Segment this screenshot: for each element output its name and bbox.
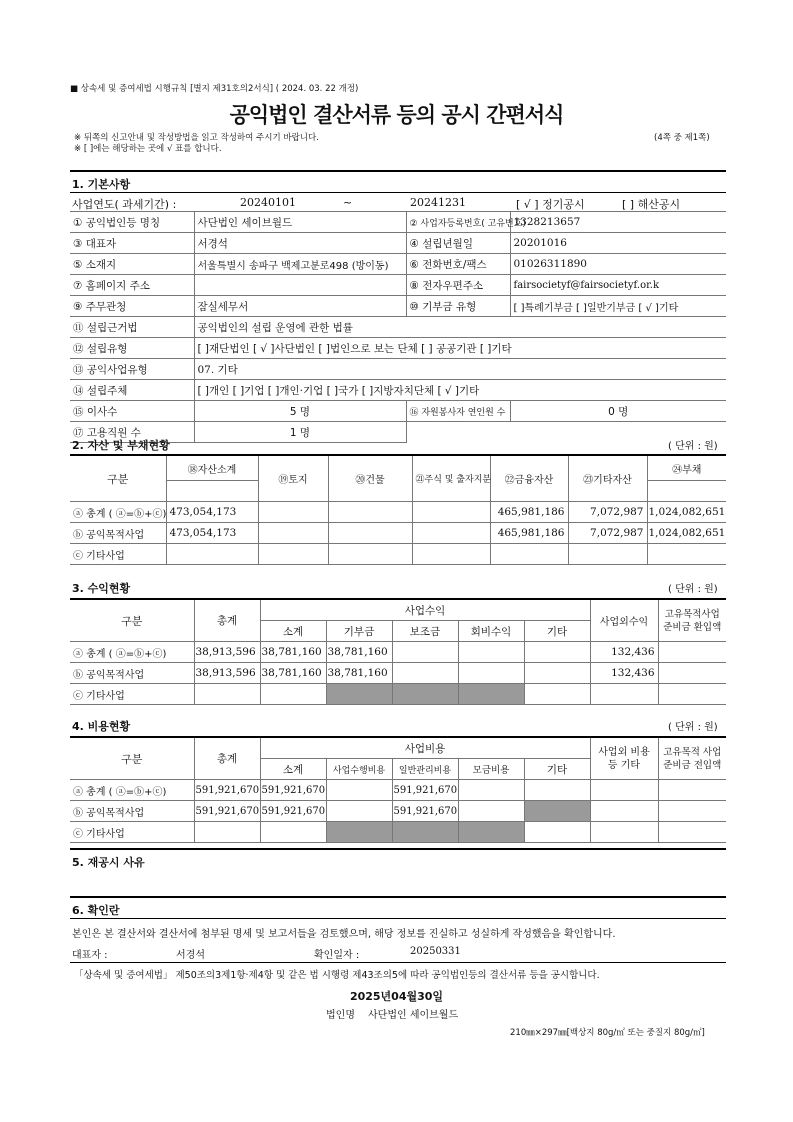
cell-admin: 591,921,670 <box>392 780 458 801</box>
corp-name-label: 법인명 <box>326 1010 355 1021</box>
cell-reserve <box>658 663 726 684</box>
phone-label: ⑥ 전화번호/팩스 <box>406 254 510 275</box>
assets-col-land: ⑲토지 <box>258 455 328 502</box>
cell-other <box>524 780 590 801</box>
instruction-note-1: ※ 뒤쪽의 신고안내 및 작성방법을 읽고 작성하여 주시기 바랍니다. <box>74 133 319 143</box>
cell-reserve <box>658 642 726 663</box>
cell-other <box>568 544 647 565</box>
row-label: ⓐ 총계 ( ⓐ=ⓑ+ⓒ) <box>70 642 194 663</box>
cell-other: 7,072,987 <box>568 502 647 523</box>
row-label: ⓐ 총계 ( ⓐ=ⓑ+ⓒ) <box>70 502 166 523</box>
email-value: fairsocietyf@fairsocietyf.or.k <box>510 275 726 296</box>
fiscal-year-separator: ~ <box>343 196 353 209</box>
donation-type-value[interactable]: [ ]특례기부금 [ ]일반기부금 [ √ ]기타 <box>510 296 726 317</box>
bizno-value: 1328213657 <box>510 212 726 233</box>
office-value: 잠실세무서 <box>194 296 406 317</box>
cell-donation <box>326 684 392 705</box>
cell-reserve <box>658 684 726 705</box>
cell-fee <box>458 684 524 705</box>
section2-unit: ( 단위 : 원) <box>668 441 718 452</box>
expense-col-group: 사업비용 <box>260 737 590 759</box>
cell-finance: 465,981,186 <box>490 502 568 523</box>
cell-total: 591,921,670 <box>194 780 260 801</box>
revenue-col-donation: 기부금 <box>326 621 392 642</box>
section-divider <box>70 170 726 172</box>
bizno-label: ② 사업자등록번호( 고유번호) <box>406 212 510 233</box>
employees-label: ⑰ 고용직원 수 <box>70 422 194 443</box>
cell-other <box>524 663 590 684</box>
cell-donation: 38,781,160 <box>326 663 392 684</box>
expense-table <box>70 736 726 843</box>
cell-stock <box>412 502 490 523</box>
row-label: ⓒ 기타사업 <box>70 684 194 705</box>
table-row <box>70 801 726 822</box>
expense-col-admin: 일반관리비용 <box>392 759 458 780</box>
homepage-value <box>194 275 406 296</box>
cell-nonbiz <box>590 801 658 822</box>
confirm-rep-value: 서경석 <box>176 950 205 961</box>
cell-admin <box>392 822 458 843</box>
table-row <box>70 684 726 705</box>
name-label: ① 공익법인등 명칭 <box>70 212 194 233</box>
addr-value: 서울특별시 송파구 백제고분로498 (방이동) <box>194 254 406 275</box>
page-title: 공익법인 결산서류 등의 공시 간편서식 <box>229 103 564 127</box>
cell-perform <box>326 780 392 801</box>
assets-col-stock: ㉑주식 및 출자지분 <box>412 455 490 502</box>
cell-other <box>524 822 590 843</box>
law-statement: 「상속세 및 증여세법」 제50조의3제1항·제4항 및 같은 법 시행령 제43조의5에 따라 공익법인등의 결산서류 등을 공시합니다. <box>74 970 600 981</box>
fiscal-year-end: 20241231 <box>410 196 466 209</box>
form-reference: ■ 상속세 및 증여세법 시행규칙 [별지 제31호의2서식] ( 2024. 03. 22 개정) <box>70 84 359 94</box>
expense-col-reserve: 고유목적 사업준비금 전입액 <box>658 737 726 780</box>
rep-value: 서경석 <box>194 233 406 254</box>
revenue-col-fee: 회비수익 <box>458 621 524 642</box>
cell-land <box>258 502 328 523</box>
corp-name-value: 사단법인 세이브월드 <box>368 1010 459 1021</box>
confirm-date-label: 확인일자 : <box>314 950 360 961</box>
cell-total: 38,913,596 <box>194 663 260 684</box>
cell-sub: 591,921,670 <box>260 801 326 822</box>
cell-sub: 38,781,160 <box>260 663 326 684</box>
row-label: ⓒ 기타사업 <box>70 544 166 565</box>
cell-sub: 38,781,160 <box>260 642 326 663</box>
assets-col-debt: ㉔부채 <box>647 455 726 481</box>
page-info: (4쪽 중 제1쪽) <box>654 133 710 143</box>
est-label: ④ 설립년월일 <box>406 233 510 254</box>
section6-heading: 6. 확인란 <box>72 904 120 917</box>
biz-type-label: ⑬ 공익사업유형 <box>70 359 194 380</box>
cell-sub: 591,921,670 <box>260 780 326 801</box>
volunteers-label: ⑯ 자원봉사자 연인원 수 <box>406 401 510 422</box>
cell-other: 7,072,987 <box>568 523 647 544</box>
cell-total: 473,054,173 <box>166 502 258 523</box>
directors-label: ⑮ 이사수 <box>70 401 194 422</box>
confirmation-statement: 본인은 본 결산서와 결산서에 첨부된 명세 및 보고서들을 검토했으며, 해당 정보를 진실하고 성실하게 작성했음을 확인합니다. <box>72 929 616 940</box>
directors-value: 5 명 <box>194 401 406 422</box>
volunteers-value: 0 명 <box>510 401 726 422</box>
cell-stock <box>412 523 490 544</box>
cell-debt: 1,024,082,651 <box>647 502 726 523</box>
cell-stock <box>412 544 490 565</box>
assets-col-building: ⑳건물 <box>328 455 412 502</box>
expense-col-other: 기타 <box>524 759 590 780</box>
section3-unit: ( 단위 : 원) <box>668 584 718 595</box>
cell-nonbiz <box>590 822 658 843</box>
cell-debt <box>647 544 726 565</box>
assets-col-other: ㉓기타자산 <box>568 455 647 502</box>
publication-date: 2025년04월30일 <box>349 990 444 1003</box>
table-row <box>70 523 726 544</box>
cell-total <box>194 822 260 843</box>
addr-label: ⑤ 소재지 <box>70 254 194 275</box>
cell-perform <box>326 822 392 843</box>
section-divider <box>70 192 726 193</box>
row-label: ⓑ 공익목적사업 <box>70 663 194 684</box>
revenue-col-other: 기타 <box>524 621 590 642</box>
section4-unit: ( 단위 : 원) <box>668 722 718 733</box>
table-row <box>70 780 726 801</box>
expense-col-total: 총계 <box>194 737 260 780</box>
revenue-table <box>70 598 726 705</box>
revenue-col-group: 사업수익 <box>260 599 590 621</box>
fiscal-year-start: 20240101 <box>240 196 296 209</box>
dissolution-disclosure-checkbox[interactable]: [ ] 해산공시 <box>622 198 681 211</box>
donation-type-label: ⑩ 기부금 유형 <box>406 296 510 317</box>
cell-sub <box>260 684 326 705</box>
subject-label: ⑭ 설립주체 <box>70 380 194 401</box>
cell-nonbiz <box>590 780 658 801</box>
cell-finance: 465,981,186 <box>490 523 568 544</box>
table-row <box>70 544 726 565</box>
expense-col-perform: 사업수행비용 <box>326 759 392 780</box>
revenue-col-label: 구분 <box>70 599 194 642</box>
section-divider <box>70 962 726 963</box>
revenue-col-sub: 소계 <box>260 621 326 642</box>
cell-reserve <box>658 801 726 822</box>
confirm-rep-label: 대표자 : <box>72 950 108 961</box>
cell-fund <box>458 822 524 843</box>
section3-heading: 3. 수익현황 <box>72 582 131 595</box>
biz-type-value: 07. 기타 <box>194 359 726 380</box>
revenue-col-subsidy: 보조금 <box>392 621 458 642</box>
rep-label: ③ 대표자 <box>70 233 194 254</box>
employees-value: 1 명 <box>194 422 406 443</box>
cell-fund <box>458 780 524 801</box>
row-label: ⓒ 기타사업 <box>70 822 194 843</box>
expense-col-nonbiz: 사업외 비용 등 기타 <box>590 737 658 780</box>
row-label: ⓐ 총계 ( ⓐ=ⓑ+ⓒ) <box>70 780 194 801</box>
revenue-col-total: 총계 <box>194 599 260 642</box>
est-value: 20201016 <box>510 233 726 254</box>
cell-subsidy <box>392 663 458 684</box>
expense-col-sub: 소계 <box>260 759 326 780</box>
cell-sub <box>260 822 326 843</box>
cell-total: 591,921,670 <box>194 801 260 822</box>
cell-building <box>328 544 412 565</box>
expense-col-fund: 모금비용 <box>458 759 524 780</box>
cell-other <box>524 642 590 663</box>
subject-value[interactable]: [ ]개인 [ ]기업 [ ]개인·기업 [ ]국가 [ ]지방자치단체 [ √ ]기타 <box>194 380 726 401</box>
row-label: ⓑ 공익목적사업 <box>70 523 166 544</box>
cell-subsidy <box>392 642 458 663</box>
section1-heading: 1. 기본사항 <box>72 178 131 191</box>
basic-info-table <box>70 211 726 443</box>
confirm-date-value: 20250331 <box>410 946 461 957</box>
section-divider <box>70 896 726 898</box>
cell-building <box>328 523 412 544</box>
cell-subsidy <box>392 684 458 705</box>
name-value: 사단법인 세이브월드 <box>194 212 406 233</box>
section5-heading: 5. 재공시 사유 <box>72 856 145 869</box>
cell-building <box>328 502 412 523</box>
section-divider <box>70 848 726 850</box>
assets-col-total: ⑱자산소계 <box>166 455 258 481</box>
cell-nonbiz: 132,436 <box>590 663 658 684</box>
table-row <box>70 642 726 663</box>
cell-total <box>166 544 258 565</box>
phone-value: 01026311890 <box>510 254 726 275</box>
cell-debt: 1,024,082,651 <box>647 523 726 544</box>
cell-other <box>524 801 590 822</box>
cell-perform <box>326 801 392 822</box>
cell-total <box>194 684 260 705</box>
cell-other <box>524 684 590 705</box>
cell-nonbiz <box>590 684 658 705</box>
regular-disclosure-checkbox[interactable]: [ √ ] 정기공시 <box>516 198 585 211</box>
expense-col-label: 구분 <box>70 737 194 780</box>
email-label: ⑧ 전자우편주소 <box>406 275 510 296</box>
homepage-label: ⑦ 홈페이지 주소 <box>70 275 194 296</box>
revenue-col-nonbiz: 사업외수익 <box>590 599 658 642</box>
law-label: ⑪ 설립근거법 <box>70 317 194 338</box>
office-label: ⑨ 주무관청 <box>70 296 194 317</box>
cell-land <box>258 544 328 565</box>
assets-col-finance: ㉒금융자산 <box>490 455 568 502</box>
cell-land <box>258 523 328 544</box>
est-type-label: ⑫ 설립유형 <box>70 338 194 359</box>
cell-nonbiz: 132,436 <box>590 642 658 663</box>
row-label: ⓑ 공익목적사업 <box>70 801 194 822</box>
assets-col-label: 구분 <box>70 455 166 502</box>
cell-reserve <box>658 822 726 843</box>
section4-heading: 4. 비용현황 <box>72 720 131 733</box>
cell-fee <box>458 642 524 663</box>
assets-table <box>70 454 726 565</box>
section2-heading: 2. 자산 및 부채현황 <box>72 439 170 452</box>
fiscal-year-label: 사업연도( 과세기간) : <box>72 198 177 211</box>
cell-total: 473,054,173 <box>166 523 258 544</box>
table-row <box>70 502 726 523</box>
cell-fund <box>458 801 524 822</box>
instruction-note-2: ※ [ ]에는 해당하는 곳에 √ 표를 합니다. <box>74 144 222 154</box>
table-row <box>70 822 726 843</box>
law-value: 공익법인의 설립 운영에 관한 법률 <box>194 317 726 338</box>
cell-fee <box>458 663 524 684</box>
cell-donation: 38,781,160 <box>326 642 392 663</box>
est-type-value[interactable]: [ ]재단법인 [ √ ]사단법인 [ ]법인으로 보는 단체 [ ] 공공기관 [ ]기타 <box>194 338 726 359</box>
section-divider <box>70 918 726 919</box>
cell-finance <box>490 544 568 565</box>
cell-total: 38,913,596 <box>194 642 260 663</box>
paper-spec: 210㎜×297㎜[백상지 80g/㎡ 또는 중질지 80g/㎡] <box>510 1028 705 1038</box>
cell-admin: 591,921,670 <box>392 801 458 822</box>
revenue-col-reserve: 고유목적사업 준비금 환입액 <box>658 599 726 642</box>
table-row <box>70 663 726 684</box>
cell-reserve <box>658 780 726 801</box>
